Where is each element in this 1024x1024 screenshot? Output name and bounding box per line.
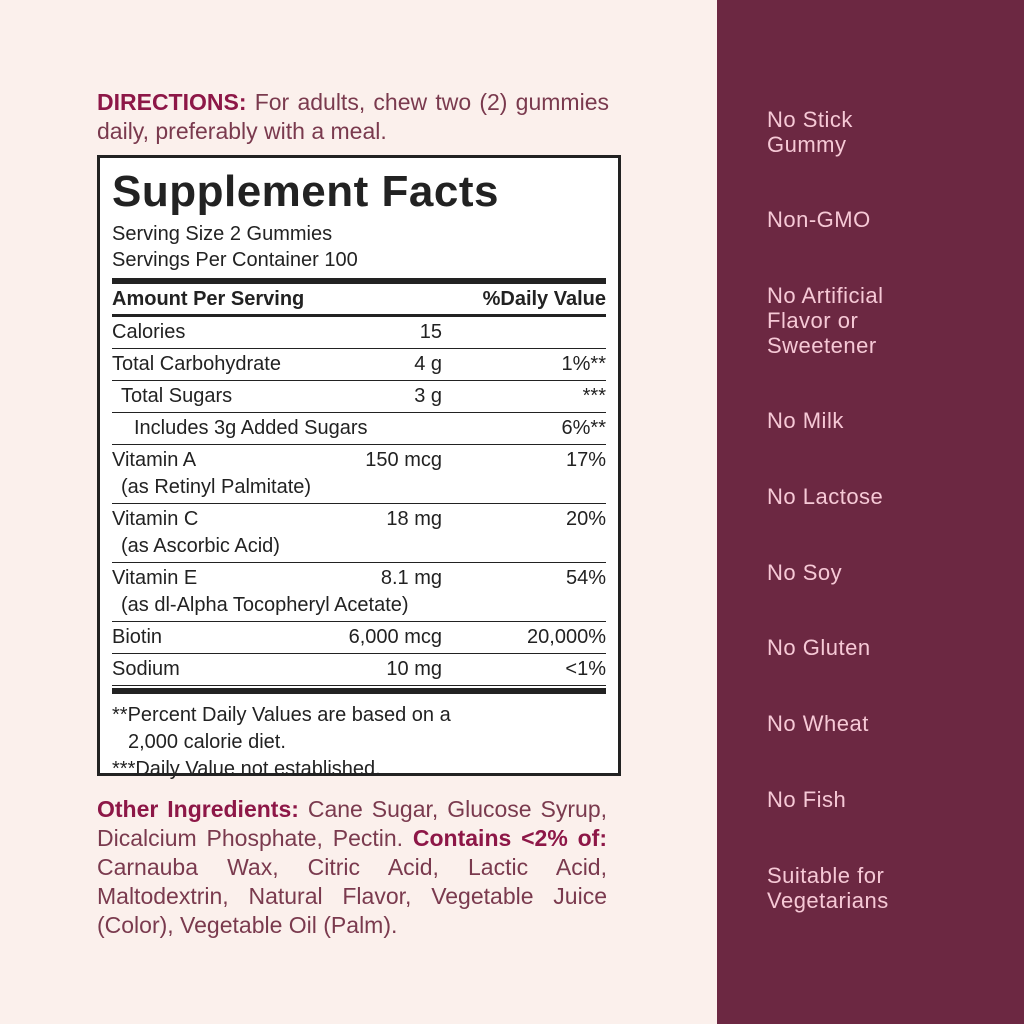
feature-line: Suitable for [767,863,885,888]
directions-text [97,88,609,146]
nutrient-name: Vitamin A [112,449,197,471]
feature-no-lactose [767,484,1007,509]
nutrient-name: Calories [112,321,186,343]
nutrient-dv: 54% [565,567,606,589]
nutrient-name: Biotin [112,626,163,648]
feature-suitable-vegetarians [767,863,1007,913]
nutrient-source: (as Retinyl Palmitate) [121,476,312,498]
nutrient-amount: 10 mg [386,658,442,680]
other-ingredients-label: Other Ingredients: [97,796,299,822]
nutrient-dv: <1% [565,658,606,680]
header-daily-value: %Daily Value [482,288,606,310]
feature-line: No Lactose [767,484,884,509]
nutrient-amount: 8.1 mg [380,567,442,589]
nutrient-amount: 18 mg [386,508,442,530]
footnote-not-established: ***Daily Value not established. [112,758,381,780]
nutrient-dv: 1%** [561,353,606,375]
directions-label: DIRECTIONS: [97,89,247,115]
facts-title: Supplement Facts [112,167,499,216]
nutrient-dv: 17% [565,449,606,471]
other-ingredients-text [97,795,607,940]
feature-no-soy [767,560,1007,585]
nutrient-dv: 20,000% [527,626,606,648]
footnote-percent-dv: **Percent Daily Values are based on a [112,704,451,726]
facts-row-biotin [112,622,606,654]
facts-row-added-sugars [112,413,606,445]
facts-row-total-sugars [112,381,606,413]
feature-line: No Stick [767,107,853,132]
nutrient-dv: 6%** [561,417,606,439]
nutrient-name: Includes 3g Added Sugars [134,417,368,439]
nutrient-source: (as dl-Alpha Tocopheryl Acetate) [121,594,409,616]
nutrient-name: Total Sugars [121,385,233,407]
nutrient-amount: 3 g [414,385,442,407]
nutrient-name: Total Carbohydrate [112,353,281,375]
nutrient-name: Vitamin C [112,508,199,530]
feature-no-artificial [767,283,1007,358]
feature-line: Vegetarians [767,888,889,913]
serving-size: Serving Size 2 Gummies [112,223,333,245]
facts-row-calories [112,317,606,349]
feature-line: No Milk [767,408,844,433]
nutrient-amount: 15 [419,321,442,343]
facts-row-vitamin-e [112,563,606,622]
other-ingredients-list: Cane Sugar, Glucose Syrup, Dicalcium Phosphate, Pectin. [97,796,607,851]
nutrient-dv: 20% [565,508,606,530]
nutrient-amount: 4 g [414,353,442,375]
supplement-facts-panel [97,155,621,780]
facts-row-sodium [112,654,606,686]
feature-line: No Fish [767,787,847,812]
facts-row-carbohydrate [112,349,606,381]
contains-list: Carnauba Wax, Citric Acid, Lactic Acid, Maltodextrin, Natural Flavor, Vegetable Juice (Color), Vegetable Oil (Palm). [97,854,607,938]
header-amount-per-serving: Amount Per Serving [112,288,305,310]
feature-line: Sweetener [767,333,877,358]
nutrient-name: Sodium [112,658,180,680]
feature-no-wheat [767,711,1007,736]
feature-no-gluten [767,635,1007,660]
feature-line: Non-GMO [767,207,871,232]
feature-line: Gummy [767,132,847,157]
feature-no-fish [767,787,1007,812]
directions-body: For adults, chew two (2) gummies daily, preferably with a meal. [97,89,609,144]
feature-no-stick-gummy [767,107,1007,157]
nutrient-amount: 150 mcg [365,449,442,471]
servings-per-container: Servings Per Container 100 [112,249,358,271]
contains-label: Contains <2% of: [412,825,607,851]
feature-line: No Artificial [767,283,884,308]
facts-row-vitamin-c [112,504,606,563]
facts-row-vitamin-a [112,445,606,504]
feature-no-milk [767,408,1007,433]
nutrient-amount: 6,000 mcg [348,626,442,648]
feature-non-gmo [767,207,1007,232]
facts-header [112,284,606,314]
feature-line: No Wheat [767,711,869,736]
feature-line: Flavor or [767,308,859,333]
nutrient-name: Vitamin E [112,567,198,589]
nutrient-dv: *** [582,385,606,407]
feature-line: No Gluten [767,635,871,660]
facts-footnotes [112,702,606,783]
nutrient-source: (as Ascorbic Acid) [121,535,280,557]
footnote-calorie-diet: 2,000 calorie diet. [128,731,286,753]
divider-thick-bottom [112,688,606,694]
feature-line: No Soy [767,560,843,585]
